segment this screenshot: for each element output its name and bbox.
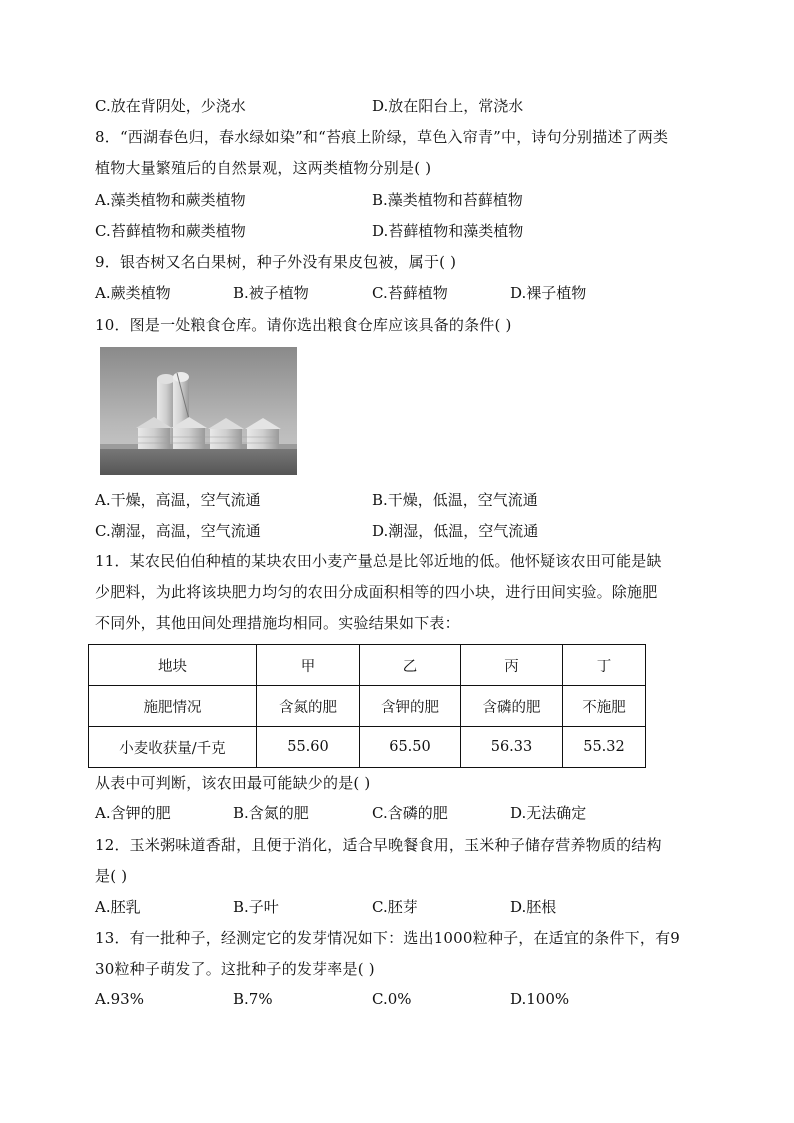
q12-option-c: C.胚芽	[372, 898, 418, 916]
q10-option-b: B.干燥，低温，空气流通	[372, 491, 538, 509]
q9-option-a: A.蕨类植物	[95, 284, 171, 302]
q13-stem-line1: 13．有一批种子，经测定它的发芽情况如下：选出1000粒种子，在适宜的条件下，有9	[95, 929, 681, 947]
q8-option-a: A.藻类植物和蕨类植物	[95, 191, 246, 209]
q11-stem-line1: 11．某农民伯伯种植的某块农田小麦产量总是比邻近地的低。他怀疑该农田可能是缺	[95, 552, 662, 570]
q7-option-c: C.放在背阴处，少浇水	[95, 97, 246, 115]
grain-silo-illustration	[100, 347, 297, 475]
table-cell: 含钾的肥	[360, 686, 461, 727]
table-cell: 不施肥	[563, 686, 646, 727]
q8-stem-line2: 植物大量繁殖后的自然景观，这两类植物分别是( )	[95, 159, 432, 177]
table-row	[89, 686, 646, 727]
table-header-cell: 地块	[89, 645, 257, 686]
table-cell: 施肥情况	[89, 686, 257, 727]
q10-option-d: D.潮湿，低温，空气流通	[372, 522, 539, 540]
q9-option-b: B.被子植物	[233, 284, 309, 302]
q11-option-a: A.含钾的肥	[95, 804, 171, 822]
q10-option-a: A.干燥，高温，空气流通	[95, 491, 261, 509]
q13-option-c: C.0%	[372, 990, 412, 1008]
q10-stem: 10．图是一处粮食仓库。请你选出粮食仓库应该具备的条件( )	[95, 316, 512, 334]
q12-option-b: B.子叶	[233, 898, 279, 916]
table-cell: 55.32	[563, 727, 646, 768]
q7-option-d: D.放在阳台上，常浇水	[372, 97, 524, 115]
q12-option-d: D.胚根	[510, 898, 557, 916]
table-header-cell: 丁	[563, 645, 646, 686]
grain-silo-photo	[100, 347, 297, 475]
q10-option-c: C.潮湿，高温，空气流通	[95, 522, 261, 540]
q11-option-c: C.含磷的肥	[372, 804, 448, 822]
table-header-row	[89, 645, 646, 686]
q13-stem-line2: 30粒种子萌发了。这批种子的发芽率是( )	[95, 960, 375, 978]
q12-stem-line1: 12．玉米粥味道香甜，且便于消化，适合早晚餐食用，玉米种子储存营养物质的结构	[95, 836, 662, 854]
table-cell: 小麦收获量/千克	[89, 727, 257, 768]
table-header-cell: 乙	[360, 645, 461, 686]
q11-stem-line4: 从表中可判断，该农田最可能缺少的是( )	[95, 774, 371, 792]
q8-option-c: C.苔藓植物和蕨类植物	[95, 222, 246, 240]
q11-stem-line3: 不同外，其他田间处理措施均相同。实验结果如下表：	[95, 614, 460, 632]
q12-stem-line2: 是( )	[95, 867, 128, 885]
q8-stem-line1: 8．“西湖春色归，春水绿如染”和“苔痕上阶绿，草色入帘青”中，诗句分别描述了两类	[95, 128, 669, 146]
q9-option-c: C.苔藓植物	[372, 284, 448, 302]
table-cell: 含磷的肥	[461, 686, 563, 727]
q11-option-b: B.含氮的肥	[233, 804, 309, 822]
table-cell: 56.33	[461, 727, 563, 768]
q13-option-d: D.100%	[510, 990, 570, 1008]
q9-option-d: D.裸子植物	[510, 284, 587, 302]
table-row	[89, 727, 646, 768]
table-cell: 55.60	[257, 727, 360, 768]
q9-stem: 9．银杏树又名白果树，种子外没有果皮包被，属于( )	[95, 253, 457, 271]
fertilizer-yield-table	[88, 644, 646, 768]
q8-option-b: B.藻类植物和苔藓植物	[372, 191, 523, 209]
table-header-cell: 丙	[461, 645, 563, 686]
table-cell: 含氮的肥	[257, 686, 360, 727]
q13-option-a: A.93%	[95, 990, 144, 1008]
q11-stem-line2: 少肥料，为此将该块肥力均匀的农田分成面积相等的四小块，进行田间实验。除施肥	[95, 583, 658, 601]
table-header-cell: 甲	[257, 645, 360, 686]
q13-option-b: B.7%	[233, 990, 273, 1008]
table-cell: 65.50	[360, 727, 461, 768]
q11-option-d: D.无法确定	[510, 804, 587, 822]
q12-option-a: A.胚乳	[95, 898, 141, 916]
q8-option-d: D.苔藓植物和藻类植物	[372, 222, 524, 240]
